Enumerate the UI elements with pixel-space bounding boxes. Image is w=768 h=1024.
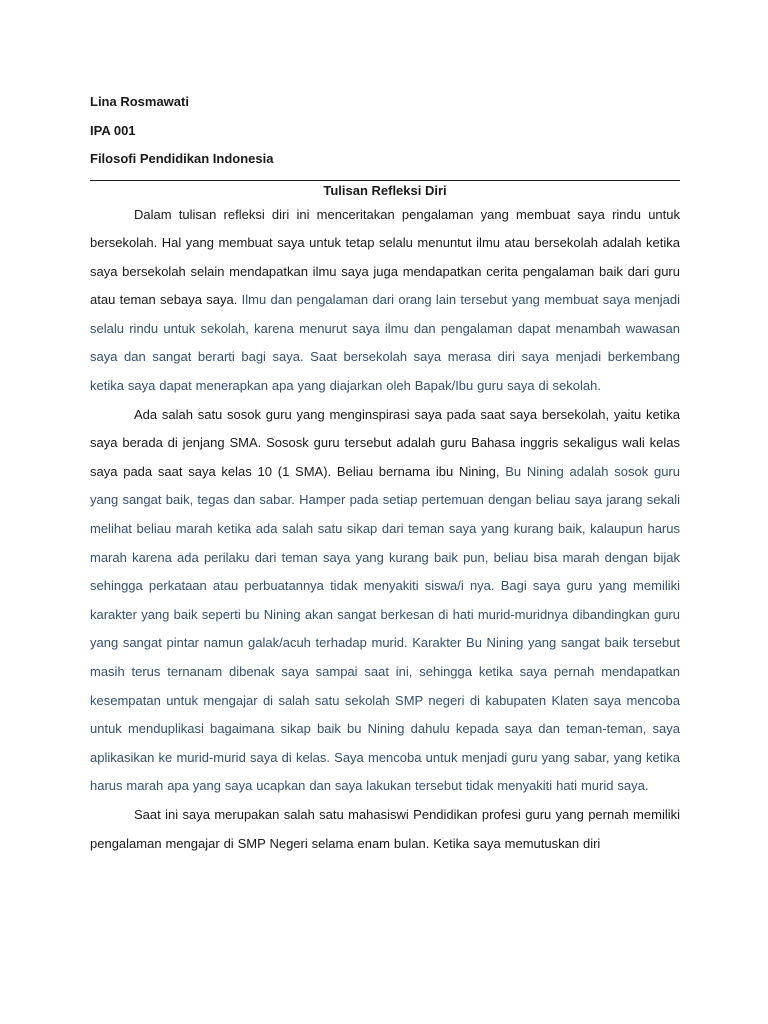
paragraph-1 [90,201,680,401]
class-code: IPA 001 [90,122,136,138]
document-title: Tulisan Refleksi Diri [323,182,447,198]
paragraph-2-text-b: Bu Nining adalah sosok guru yang sangat baik, tegas dan sabar. Hamper pada setiap pertemuan dengan beliau saya jarang sekali melihat beliau marah ketika ada salah satu sikap dari teman saya yang kurang baik, kalaupun harus marah karena ada perilaku dari teman saya yang kurang baik pun, beliau bisa marah dengan bijak sehingga perkataan atau perbuatannya tidak menyakiti siswa/i nya. Bagi saya guru yang memiliki karakter yang baik seperti bu Nining akan sangat berkesan di hati murid-muridnya dibandingkan guru yang sangat pintar namun galak/acuh terhadap murid. Karakter Bu Nining yang sangat baik tersebut masih terus ternanam dibenak saya sampai saat ini, sehingga ketika saya pernah mendapatkan kesempatan untuk mengajar di salah satu sekolah SMP negeri di kabupaten Klaten saya mencoba untuk menduplikasi bagaimana sikap baik bu Nining dahulu kepada saya dan teman-teman, saya aplikasikan ke murid-murid saya di kelas. Saya mencoba untuk menjadi guru yang sabar, yang ketika harus marah apa yang saya ucapkan dan saya lakukan tersebut tidak menyakiti hati murid saya. [90,463,680,794]
paragraph-1-text-b: Ilmu dan pengalaman dari orang lain tersebut yang membuat saya menjadi selalu rindu untuk sekolah, karena menurut saya ilmu dan pengalaman dapat menambah wawasan saya dan sangat berarti bagi saya. Saat bersekolah saya merasa diri saya menjadi berkembang ketika saya dapat menerapkan apa yang diajarkan oleh Bapak/Ibu guru saya di sekolah. [90,292,680,394]
document-page [90,88,680,858]
paragraph-3-text-a: Saat ini saya merupakan salah satu mahasiswi Pendidikan profesi guru yang pernah memiliki pengalaman mengajar di SMP Negeri selama enam bulan. Ketika saya memutuskan diri [90,806,680,851]
course-name: Filosofi Pendidikan Indonesia [90,151,274,166]
paragraph-2 [90,401,680,801]
paragraph-2-text-a: Ada salah satu sosok guru yang menginspirasi saya pada saat saya bersekolah, yaitu ketika saya berada di jenjang SMA. Sososk guru tersebut adalah guru Bahasa inggris sekaligus wali kelas saya pada saat saya kelas 10 (1 SMA). Beliau bernama ibu Nining, [90,406,680,479]
author-name: Lina Rosmawati [90,94,189,109]
paragraph-3 [90,801,680,858]
paragraph-1-text-a: Dalam tulisan refleksi diri ini menceritakan pengalaman yang membuat saya rindu untuk bersekolah. Hal yang membuat saya untuk tetap selalu menuntut ilmu atau bersekolah adalah ketika saya bersekolah selain mendapatkan ilmu saya juga mendapatkan cerita pengalaman baik dari guru atau teman sebaya saya. [90,206,680,308]
